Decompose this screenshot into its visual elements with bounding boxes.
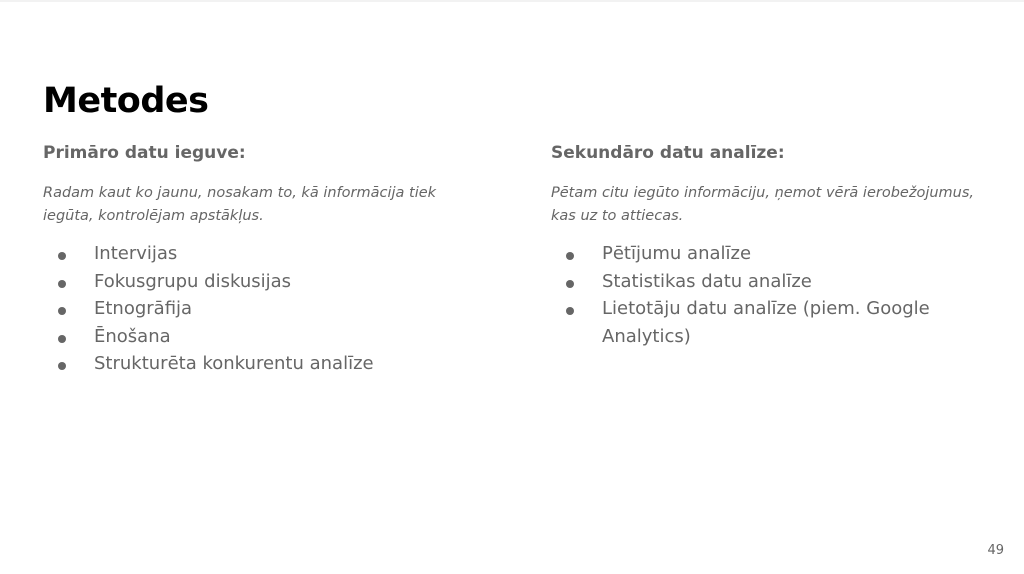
primary-data-heading: Primāro datu ieguve: bbox=[43, 143, 246, 163]
secondary-data-heading: Sekundāro datu analīze: bbox=[551, 143, 785, 163]
primary-data-description: Radam kaut ko jaunu, nosakam to, kā informācija tiek iegūta, kontrolējam apstākļus. bbox=[43, 185, 437, 224]
bullet-icon bbox=[58, 307, 66, 315]
list-item bbox=[43, 323, 434, 351]
list-item bbox=[43, 350, 434, 378]
list-item-label: Intervijas bbox=[94, 243, 178, 264]
list-item-label: Pētījumu analīze bbox=[602, 243, 752, 264]
primary-data-column bbox=[43, 141, 483, 378]
bullet-icon bbox=[566, 252, 574, 260]
list-item bbox=[43, 268, 434, 296]
list-item bbox=[43, 240, 434, 268]
list-item bbox=[551, 268, 942, 296]
list-item-label: Fokusgrupu diskusijas bbox=[94, 270, 292, 292]
primary-data-list bbox=[43, 240, 483, 378]
bullet-icon bbox=[58, 335, 66, 343]
list-item-label: Strukturēta konkurentu analīze bbox=[94, 353, 374, 374]
secondary-data-description: Pētam citu iegūto informāciju, ņemot vērā ierobežojumus, kas uz to attiecas. bbox=[551, 185, 975, 224]
list-item bbox=[551, 295, 942, 350]
bullet-icon bbox=[58, 280, 66, 288]
list-item bbox=[43, 295, 434, 323]
page-number: 49 bbox=[987, 543, 1004, 558]
top-divider bbox=[0, 0, 1024, 2]
bullet-icon bbox=[58, 252, 66, 260]
list-item-label: Ēnošana bbox=[94, 325, 171, 347]
slide-title: Metodes bbox=[43, 81, 209, 122]
list-item bbox=[551, 240, 942, 268]
list-item-label: Lietotāju datu analīze (piem. Google Analytics) bbox=[602, 298, 930, 347]
bullet-icon bbox=[566, 307, 574, 315]
secondary-data-column bbox=[551, 141, 991, 350]
bullet-icon bbox=[566, 280, 574, 288]
list-item-label: Etnogrāfija bbox=[94, 298, 193, 319]
list-item-label: Statistikas datu analīze bbox=[602, 270, 812, 292]
bullet-icon bbox=[58, 362, 66, 370]
secondary-data-list bbox=[551, 240, 991, 350]
